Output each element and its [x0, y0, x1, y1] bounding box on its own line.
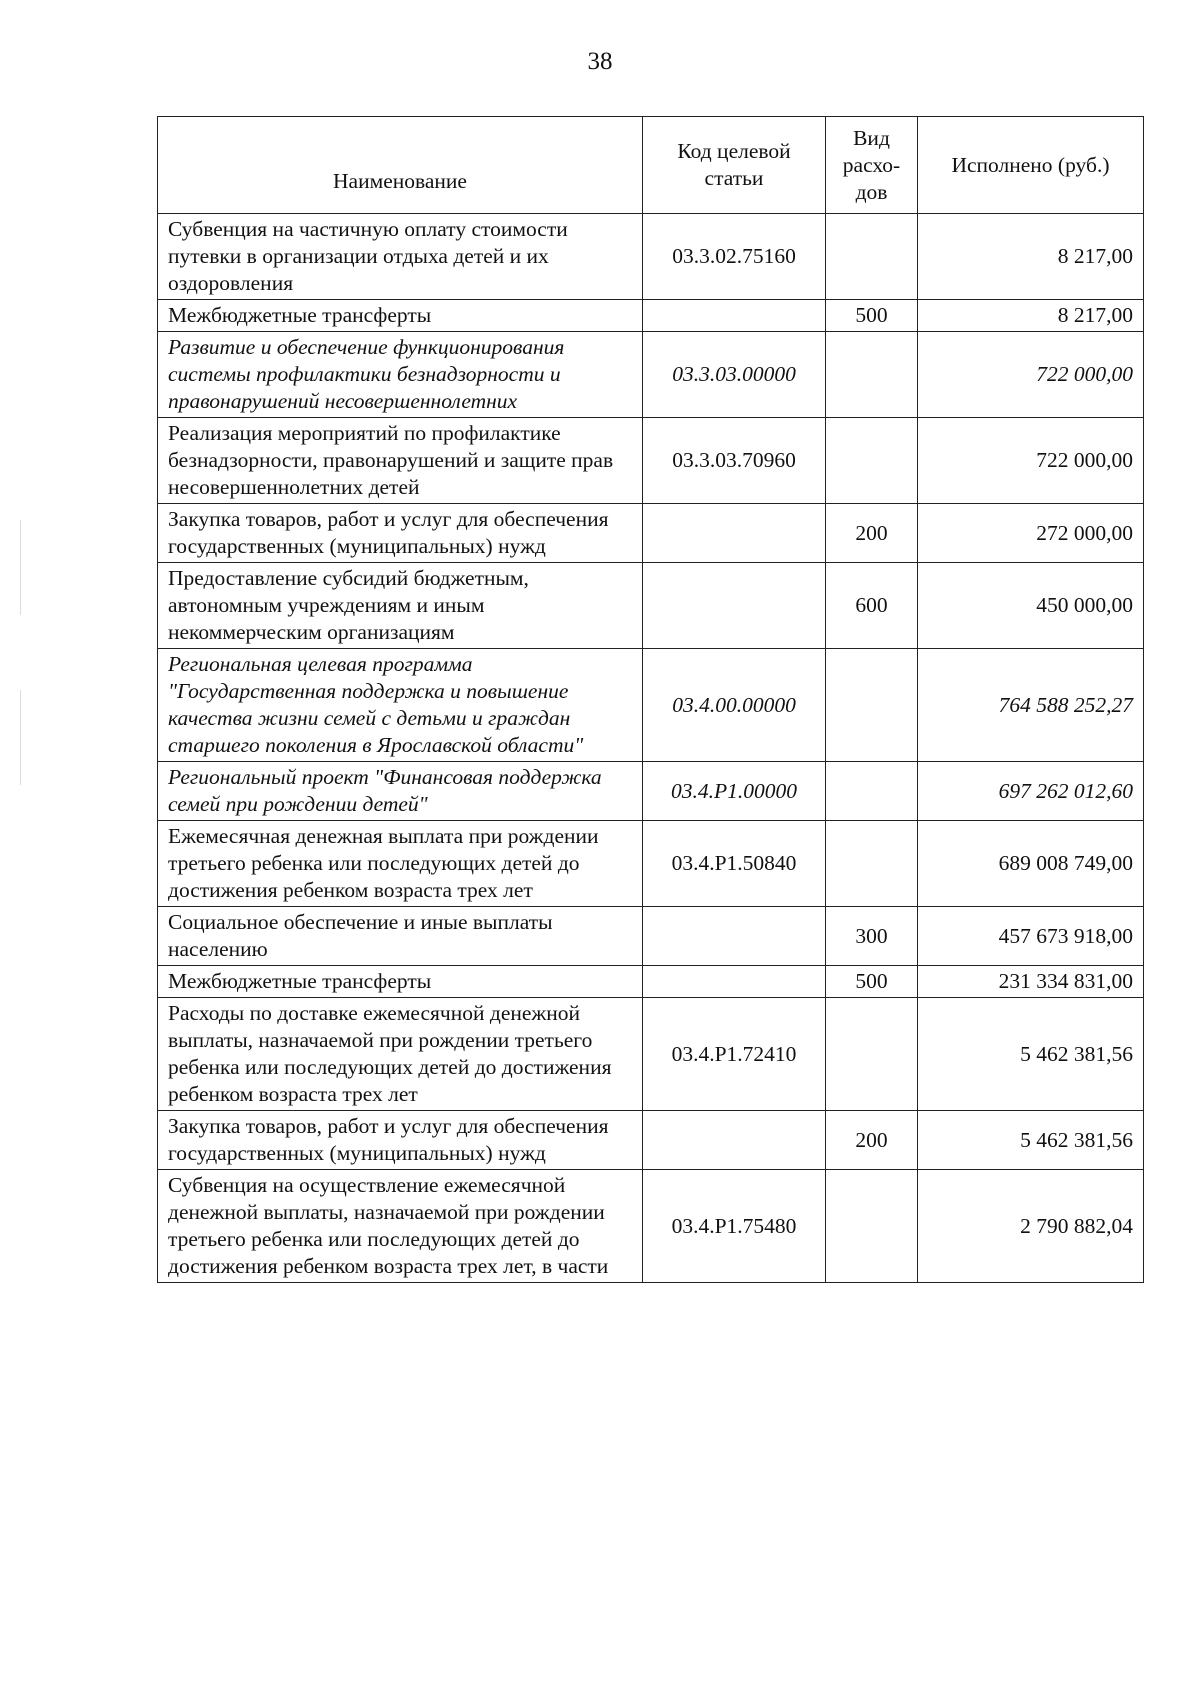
cell-code: 03.4.P1.00000 [643, 762, 826, 821]
cell-type [826, 762, 918, 821]
cell-code: 03.3.03.00000 [643, 332, 826, 418]
cell-type: 300 [826, 907, 918, 966]
scan-artifact-line [20, 690, 21, 785]
cell-name: Предоставление субсидий бюджетным, автономным учреждениям и иным некоммерческим организациям [158, 563, 643, 649]
cell-type [826, 998, 918, 1111]
cell-name: Региональный проект "Финансовая поддержка семей при рождении детей" [158, 762, 643, 821]
cell-amount: 231 334 831,00 [918, 966, 1144, 998]
cell-name: Расходы по доставке ежемесячной денежной выплаты, назначаемой при рождении третьего ребенка или последующих детей до достижения ребенком возраста трех лет [158, 998, 643, 1111]
cell-name: Межбюджетные трансферты [158, 300, 643, 332]
cell-code: 03.3.03.70960 [643, 418, 826, 504]
cell-name: Развитие и обеспечение функционирования системы профилактики безнадзорности и правонарушений несовершеннолетних [158, 332, 643, 418]
cell-amount: 272 000,00 [918, 504, 1144, 563]
header-amount: Исполнено (руб.) [918, 117, 1144, 214]
cell-code [643, 504, 826, 563]
cell-amount: 722 000,00 [918, 418, 1144, 504]
budget-table [157, 116, 1144, 1283]
cell-name: Социальное обеспечение и иные выплаты населению [158, 907, 643, 966]
page-number: 38 [587, 48, 613, 75]
header-type: Вид расхо-дов [826, 117, 918, 214]
table-row [158, 998, 1144, 1111]
cell-amount: 2 790 882,04 [918, 1170, 1144, 1283]
cell-code: 03.3.02.75160 [643, 214, 826, 300]
table-row [158, 821, 1144, 907]
table-row [158, 1170, 1144, 1283]
cell-amount: 450 000,00 [918, 563, 1144, 649]
cell-type: 600 [826, 563, 918, 649]
cell-code [643, 1111, 826, 1170]
cell-amount: 722 000,00 [918, 332, 1144, 418]
header-name: Наименование [158, 117, 643, 214]
cell-type: 200 [826, 504, 918, 563]
cell-code [643, 563, 826, 649]
cell-amount: 697 262 012,60 [918, 762, 1144, 821]
cell-amount: 8 217,00 [918, 300, 1144, 332]
table-row [158, 563, 1144, 649]
cell-type [826, 332, 918, 418]
cell-name: Региональная целевая программа "Государственная поддержка и повышение качества жизни семей с детьми и граждан старшего поколения в Ярославской области" [158, 649, 643, 762]
cell-amount: 764 588 252,27 [918, 649, 1144, 762]
table-body [158, 214, 1144, 1283]
cell-code: 03.4.00.00000 [643, 649, 826, 762]
cell-name: Субвенция на осуществление ежемесячной денежной выплаты, назначаемой при рождении третьего ребенка или последующих детей до достижения ребенком возраста трех лет, в части [158, 1170, 643, 1283]
table-row [158, 1111, 1144, 1170]
cell-type [826, 821, 918, 907]
cell-amount: 5 462 381,56 [918, 1111, 1144, 1170]
header-code: Код целевой статьи [643, 117, 826, 214]
cell-name: Субвенция на частичную оплату стоимости путевки в организации отдыха детей и их оздоровления [158, 214, 643, 300]
cell-name: Реализация мероприятий по профилактике безнадзорности, правонарушений и защите прав несовершеннолетних детей [158, 418, 643, 504]
scan-artifact-line [20, 520, 21, 615]
table-row [158, 214, 1144, 300]
cell-type: 200 [826, 1111, 918, 1170]
cell-type: 500 [826, 300, 918, 332]
cell-type [826, 214, 918, 300]
table-row [158, 649, 1144, 762]
table-row [158, 762, 1144, 821]
table-row [158, 332, 1144, 418]
cell-type [826, 649, 918, 762]
cell-type: 500 [826, 966, 918, 998]
cell-amount: 5 462 381,56 [918, 998, 1144, 1111]
cell-type [826, 418, 918, 504]
cell-code [643, 300, 826, 332]
table-row [158, 504, 1144, 563]
cell-name: Закупка товаров, работ и услуг для обеспечения государственных (муниципальных) нужд [158, 504, 643, 563]
cell-name: Ежемесячная денежная выплата при рождении третьего ребенка или последующих детей до достижения ребенком возраста трех лет [158, 821, 643, 907]
cell-amount: 8 217,00 [918, 214, 1144, 300]
table-row [158, 907, 1144, 966]
cell-code [643, 966, 826, 998]
cell-code [643, 907, 826, 966]
cell-amount: 689 008 749,00 [918, 821, 1144, 907]
cell-name: Закупка товаров, работ и услуг для обеспечения государственных (муниципальных) нужд [158, 1111, 643, 1170]
cell-name: Межбюджетные трансферты [158, 966, 643, 998]
cell-code: 03.4.P1.75480 [643, 1170, 826, 1283]
cell-code: 03.4.P1.50840 [643, 821, 826, 907]
cell-code: 03.4.P1.72410 [643, 998, 826, 1111]
cell-amount: 457 673 918,00 [918, 907, 1144, 966]
cell-type [826, 1170, 918, 1283]
table-row [158, 966, 1144, 998]
table-header-row [158, 117, 1144, 214]
table-row [158, 418, 1144, 504]
table-row [158, 300, 1144, 332]
